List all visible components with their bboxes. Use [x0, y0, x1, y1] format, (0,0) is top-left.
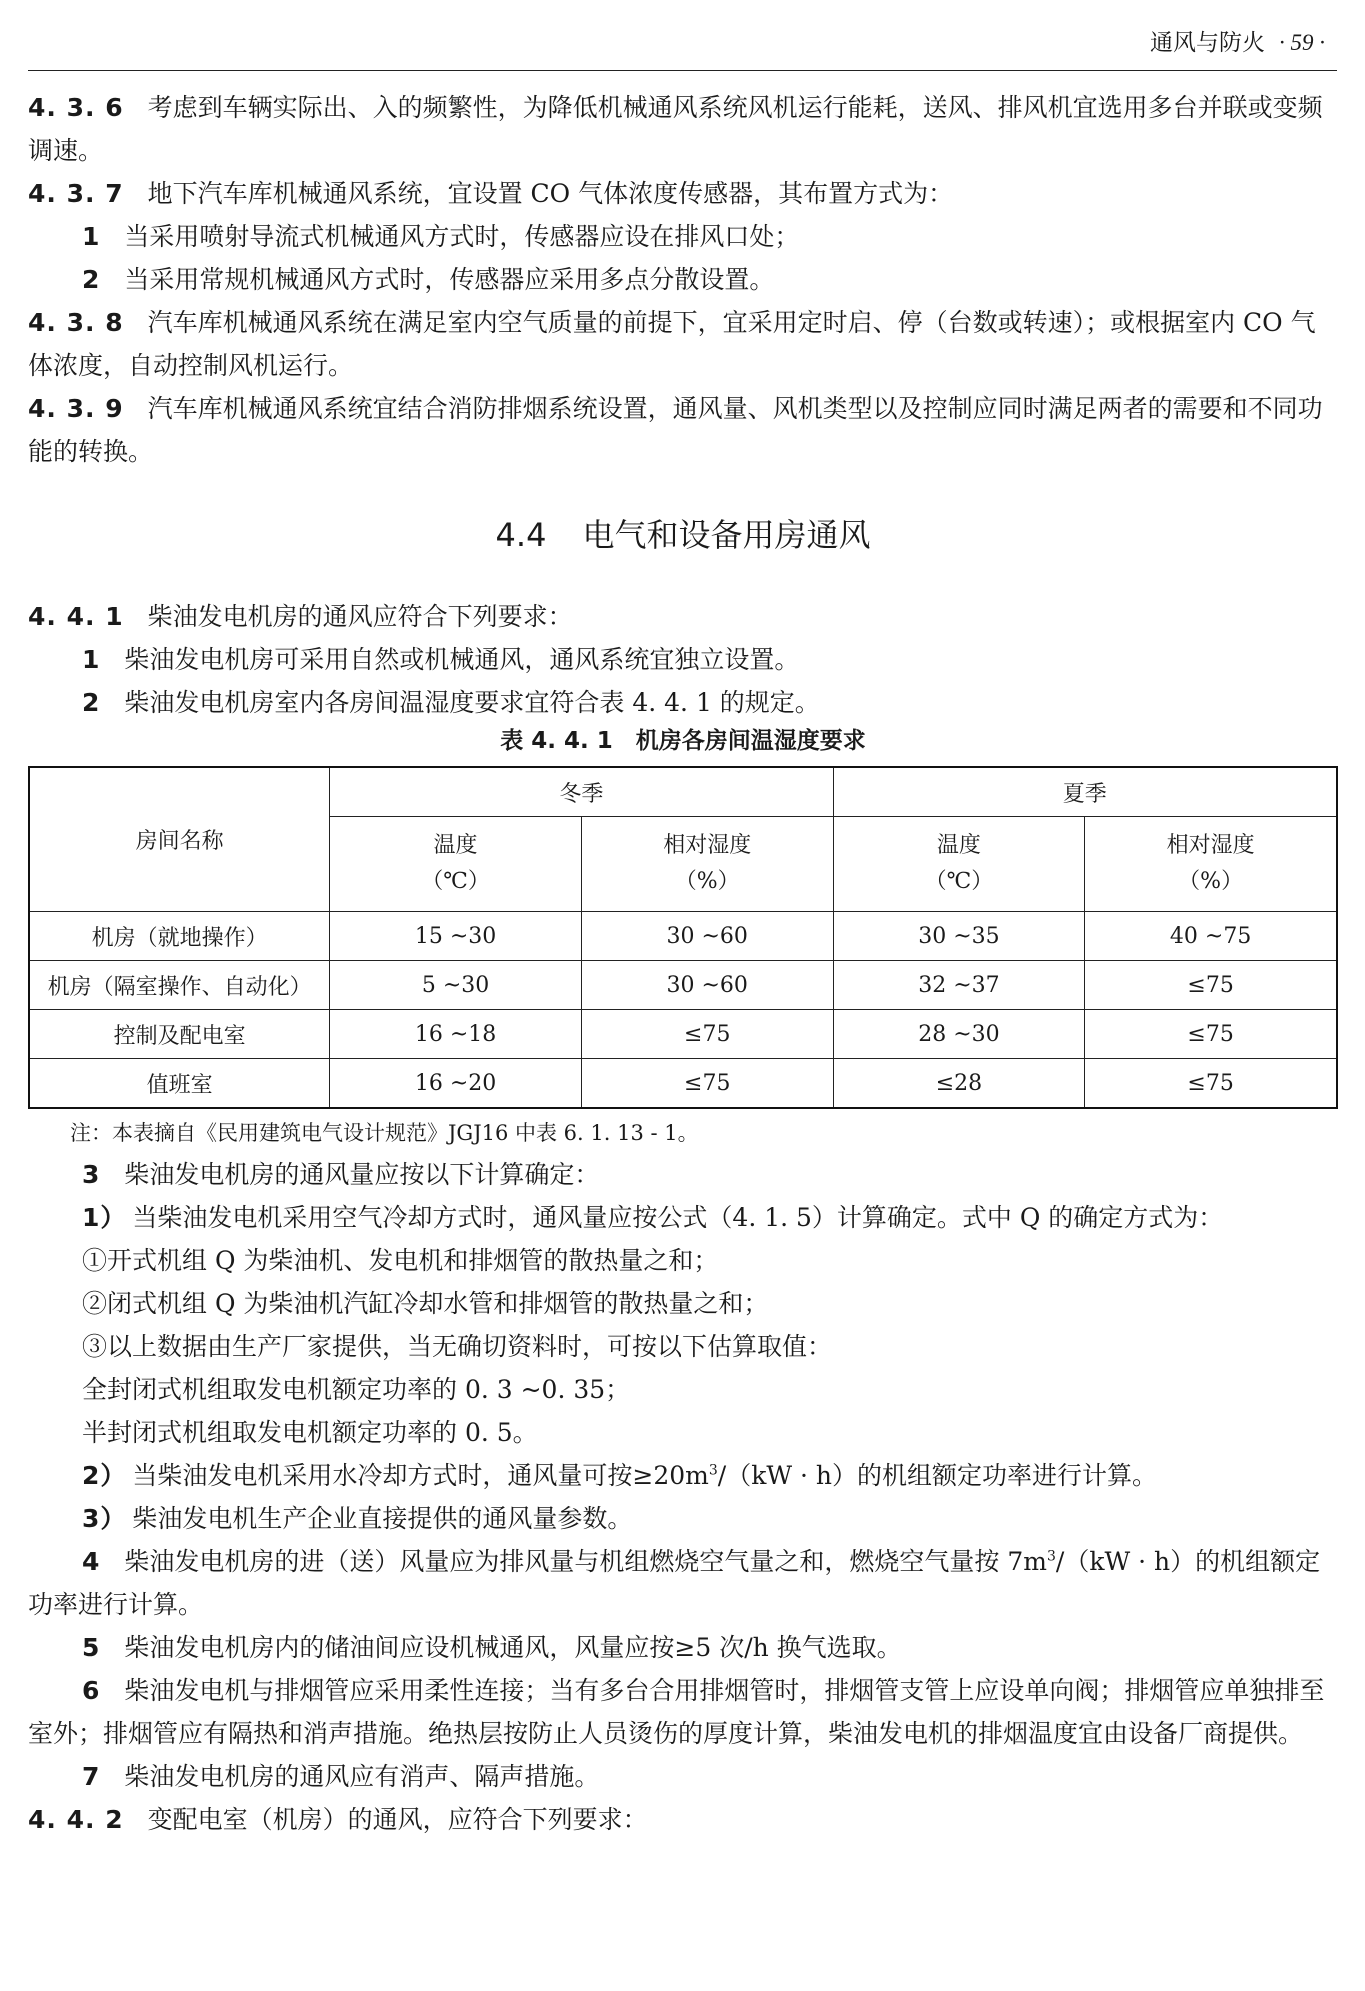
room-name-header: 房间名称 — [29, 767, 330, 912]
sub-item-2: 2） 当柴油发电机采用水冷却方式时，通风量可按$\ge 20m^3/(kW \cdot h)$的机组额定功率进行计算。 — [82, 1461, 1158, 1490]
sub-item-3: 3） 柴油发电机生产企业直接提供的通风量参数。 — [82, 1504, 633, 1533]
winter-rh-header: 相对湿度 （%） — [581, 817, 833, 912]
winter-header: 冬季 — [330, 767, 833, 817]
circled-item-2: ②闭式机组 Q 为柴油机汽缸冷却水管和排烟管的散热量之和； — [82, 1289, 769, 1318]
clause-4-4-2: 4. 4. 2 变配电室（机房）的通风，应符合下列要求： — [28, 1805, 648, 1834]
header-title: 通风与防火 — [1150, 30, 1265, 56]
summer-rh-header: 相对湿度 （%） — [1085, 817, 1337, 912]
clause-4-4-1: 4. 4. 1 柴油发电机房的通风应符合下列要求： — [28, 602, 573, 631]
section-heading: 4.4 电气和设备用房通风 — [495, 516, 871, 554]
header-rule — [28, 70, 1337, 71]
table-row: 机房（就地操作） 15 ~30 30 ~60 30 ~35 40 ~75 — [29, 912, 1337, 961]
table-row: 机房（隔室操作、自动化） 5 ~30 30 ~60 32 ~37 ≤75 — [29, 961, 1337, 1010]
clause-4-3-6: 4. 3. 6 考虑到车辆实际出、入的频繁性，为降低机械通风系统风机运行能耗，送风、排风机宜选用多台并联或变频调速。 — [28, 93, 1323, 165]
clause-4-3-8: 4. 3. 8 汽车库机械通风系统在满足室内空气质量的前提下，宜采用定时启、停（台数或转速）；或根据室内 CO 气体浓度，自动控制风机运行。 — [28, 308, 1316, 380]
running-header — [1150, 24, 1325, 57]
clause-4-4-1-item-6: 6 柴油发电机与排烟管应采用柔性连接；当有多台合用排烟管时，排烟管支管上应设单向阀；排烟管应单独排至室外；排烟管应有隔热和消声措施。绝热层按防止人员烫伤的厚度计算，柴油发电机的排烟温度宜由设备厂商提供。 — [28, 1676, 1325, 1748]
table-note: 注：本表摘自《民用建筑电气设计规范》JGJ16 中表 6. 1. 13 - 1。 — [70, 1121, 699, 1145]
clause-4-3-9: 4. 3. 9 汽车库机械通风系统宜结合消防排烟系统设置，通风量、风机类型以及控制应同时满足两者的需要和不同功能的转换。 — [28, 394, 1323, 466]
summer-header: 夏季 — [833, 767, 1337, 817]
summer-temp-header: 温度 （℃） — [833, 817, 1085, 912]
temperature-humidity-table — [28, 766, 1338, 1109]
circled-item-3: ③以上数据由生产厂家提供，当无确切资料时，可按以下估算取值： — [82, 1332, 833, 1361]
clause-4-4-1-item-1: 1 柴油发电机房可采用自然或机械通风，通风系统宜独立设置。 — [82, 645, 800, 674]
clause-4-3-7-item-2: 2 当采用常规机械通风方式时，传感器应采用多点分散设置。 — [82, 265, 775, 294]
clause-4-4-1-item-3: 3 柴油发电机房的通风量应按以下计算确定： — [82, 1160, 600, 1189]
clause-4-4-1-item-5: 5 柴油发电机房内的储油间应设机械通风，风量应按≥5 次/h 换气选取。 — [82, 1633, 902, 1662]
circled-item-1: ①开式机组 Q 为柴油机、发电机和排烟管的散热量之和； — [82, 1246, 719, 1275]
main-content — [28, 86, 1338, 1841]
estimate-line-2: 半封闭式机组取发电机额定功率的 0. 5。 — [82, 1418, 538, 1447]
clause-4-4-1-item-4: 4 柴油发电机房的进（送）风量应为排风量与机组燃烧空气量之和，燃烧空气量按 $7m^3/(kW \cdot h)$的机组额定功率进行计算。 — [28, 1547, 1321, 1619]
table-row: 值班室 16 ~20 ≤75 ≤28 ≤75 — [29, 1059, 1337, 1109]
table-caption: 表 4. 4. 1 机房各房间温湿度要求 — [500, 728, 866, 754]
clause-4-4-1-item-7: 7 柴油发电机房的通风应有消声、隔声措施。 — [82, 1762, 600, 1791]
clause-4-3-7: 4. 3. 7 地下汽车库机械通风系统，宜设置 CO 气体浓度传感器，其布置方式为： — [28, 179, 954, 208]
winter-temp-header: 温度 （℃） — [330, 817, 582, 912]
clause-4-4-1-item-2: 2 柴油发电机房室内各房间温湿度要求宜符合表 4. 4. 1 的规定。 — [82, 688, 820, 717]
clause-4-3-7-item-1: 1 当采用喷射导流式机械通风方式时，传感器应设在排风口处； — [82, 222, 800, 251]
estimate-line-1: 全封闭式机组取发电机额定功率的 0. 3 ~0. 35； — [82, 1375, 631, 1404]
sub-item-1: 1） 当柴油发电机采用空气冷却方式时，通风量应按公式（4. 1. 5）计算确定。式中 Q 的确定方式为： — [82, 1203, 1224, 1232]
table-header-row — [29, 767, 1337, 817]
page-number: · 59 · — [1279, 30, 1325, 55]
table-row: 控制及配电室 16 ~18 ≤75 28 ~30 ≤75 — [29, 1010, 1337, 1059]
